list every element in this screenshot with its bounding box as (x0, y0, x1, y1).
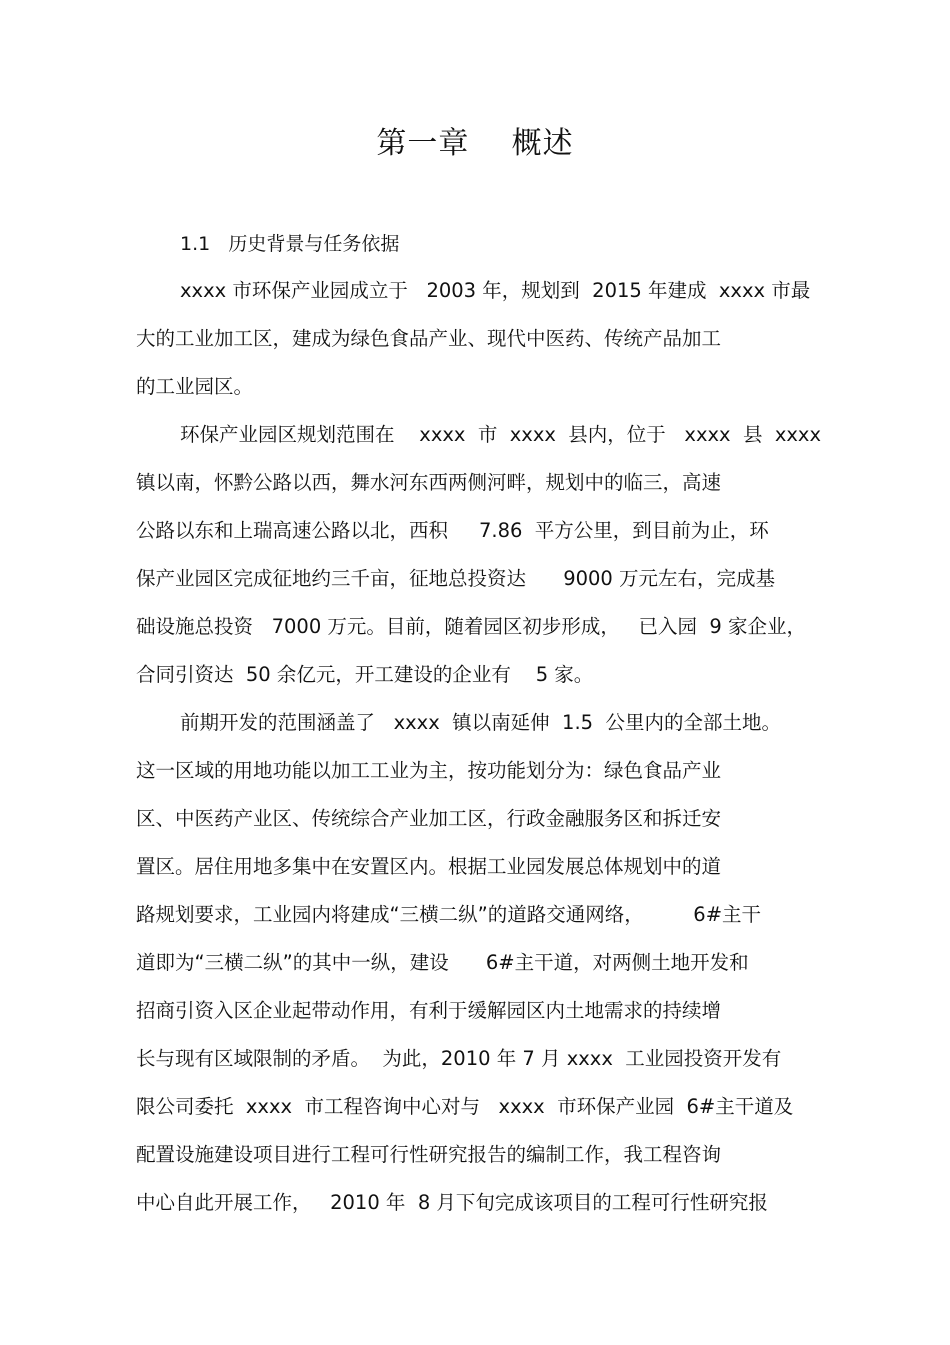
paragraph-line: 合同引资达 50 余亿元，开工建设的企业有 5 家。 (136, 663, 594, 686)
chapter-title: 第一章 概述 (376, 126, 574, 161)
paragraph-line: 大的工业加工区，建成为绿色食品产业、现代中医药、传统产品加工 (136, 327, 722, 350)
section-heading: 1.1 历史背景与任务依据 (180, 233, 400, 255)
paragraph-line: 公路以东和上瑞高速公路以北，西积 7.86 平方公里，到目前为止，环 (136, 519, 769, 542)
paragraph-line: 镇以南，怀黔公路以西，舞水河东西两侧河畔，规划中的临三，高速 (136, 471, 722, 494)
paragraph-line: 前期开发的范围涵盖了 xxxx 镇以南延伸 1.5 公里内的全部土地。 (180, 711, 781, 734)
paragraph-line: 中心自此开展工作， 2010 年 8 月下旬完成该项目的工程可行性研究报 (136, 1191, 768, 1214)
paragraph-line: 道即为“三横二纵”的其中一纵，建设 6#主干道，对两侧土地开发和 (136, 951, 749, 974)
paragraph-line: 环保产业园区规划范围在 xxxx 市 xxxx 县内，位于 xxxx 县 xxxx (180, 423, 822, 446)
paragraph-line: 长与现有区域限制的矛盾。 为此，2010 年 7 月 xxxx 工业园投资开发有 (136, 1047, 782, 1070)
paragraph-line: 区、中医药产业区、传统综合产业加工区，行政金融服务区和拆迁安 (136, 807, 722, 830)
paragraph-line: xxxx 市环保产业园成立于 2003 年，规划到 2015 年建成 xxxx 市最 (180, 279, 811, 302)
paragraph-line: 招商引资入区企业起带动作用，有利于缓解园区内土地需求的持续增 (136, 999, 722, 1022)
paragraph-line: 路规划要求，工业园内将建成“三横二纵”的道路交通网络， 6#主干 (136, 903, 762, 926)
paragraph-line: 限公司委托 xxxx 市工程咨询中心对与 xxxx 市环保产业园 6#主干道及 (136, 1095, 794, 1118)
paragraph-line: 配置设施建设项目进行工程可行性研究报告的编制工作，我工程咨询 (136, 1143, 722, 1166)
paragraph-line: 这一区域的用地功能以加工工业为主，按功能划分为：绿色食品产业 (136, 759, 722, 782)
paragraph-line: 础设施总投资 7000 万元。目前，随着园区初步形成， 已入园 9 家企业， (136, 615, 807, 638)
paragraph-line: 的工业园区。 (136, 375, 254, 398)
paragraph-line: 置区。居住用地多集中在安置区内。根据工业园发展总体规划中的道 (136, 855, 722, 878)
paragraph-line: 保产业园区完成征地约三千亩，征地总投资达 9000 万元左右，完成基 (136, 567, 776, 590)
